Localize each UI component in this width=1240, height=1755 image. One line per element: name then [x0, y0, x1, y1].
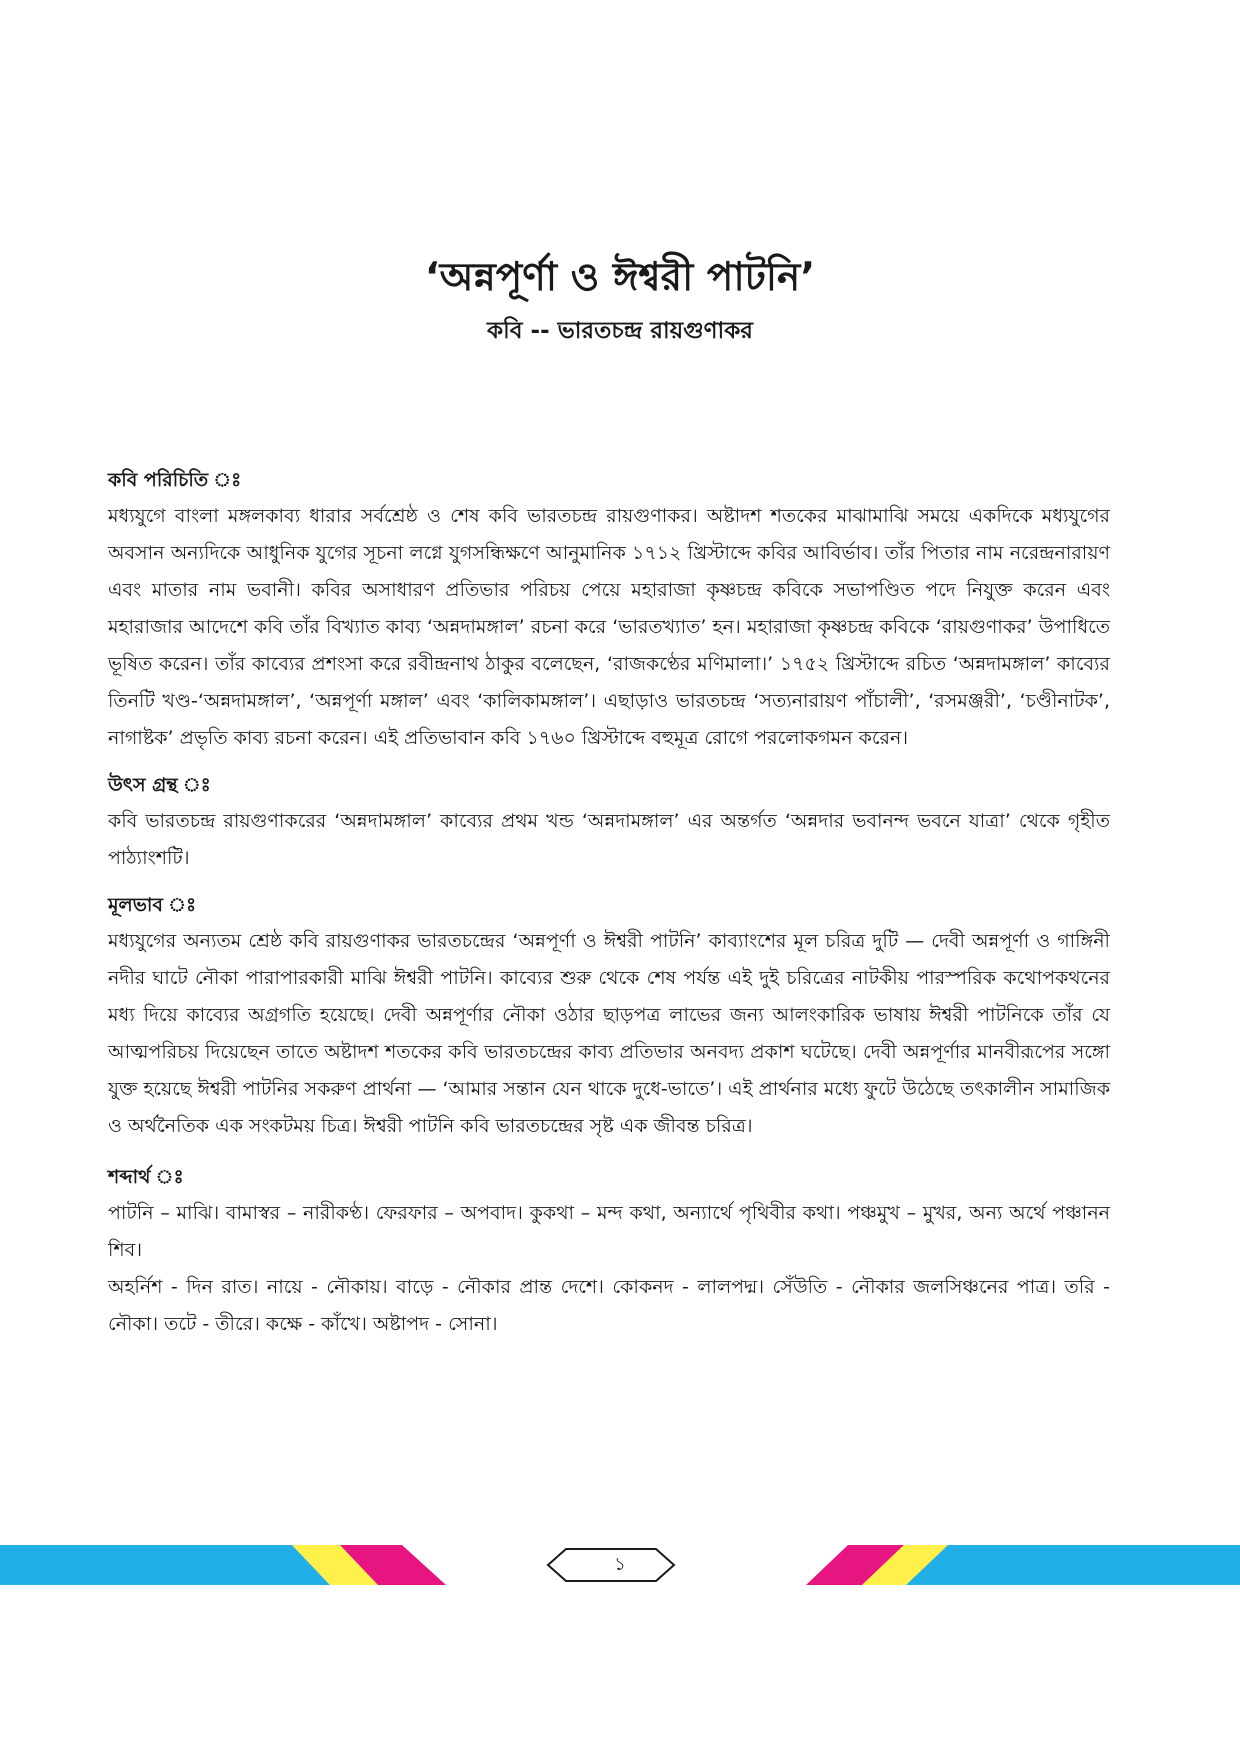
- glossary-line-2: অহর্নিশ - দিন রাত। নায়ে - নৌকায়। বাড়ে - নৌকার প্রান্ত দেশে। কোকনদ - লালপদ্ম। সেঁউতি - নৌকার জলসিঞ্চনের পাত্র। তরি - নৌকা। তটে - তীরে। কক্ষে - কাঁখে। অষ্টাপদ - সোনা।: [108, 1276, 1110, 1335]
- page-footer: [0, 1545, 1240, 1585]
- poet-intro-heading: কবি পরিচিতি ঃ: [108, 469, 242, 491]
- main-content: [108, 462, 1110, 1353]
- page-title: ‘অন্নপূর্ণা ও ঈশ্বরী পাটনি’: [424, 255, 816, 300]
- glossary-heading: শব্দার্থ ঃ: [108, 1166, 184, 1188]
- page-subtitle: কবি -- ভারতচন্দ্র রায়গুণাকর: [487, 318, 753, 344]
- glossary-line-1: পাটনি – মাঝি। বামাস্বর – নারীকণ্ঠ। ফেরফার – অপবাদ। কুকথা – মন্দ কথা, অন্যার্থে পৃথিবীর কথা। পঞ্চমুখ – মুখর, অন্য অর্থে পঞ্চানন শিব।: [108, 1202, 1110, 1261]
- source-heading: উৎস গ্রন্থ ঃ: [108, 774, 211, 796]
- theme-text: মধ্যযুগের অন্যতম শ্রেষ্ঠ কবি রায়গুণাকর ভারতচন্দ্রের ‘অন্নপূর্ণা ও ঈশ্বরী পাটনি’ কাব্যাংশের মূল চরিত্র দুটি — দেবী অন্নপূর্ণা ও গাঙ্গিনী নদীর ঘাটে নৌকা পারাপারকারী মাঝি ঈশ্বরী পাটনি। কাব্যের শুরু থেকে শেষ পর্যন্ত এই দুই চরিত্রের নাটকীয় পারস্পরিক কথোপকথনের মধ্য দিয়ে কাব্যের অগ্রগতি হয়েছে। দেবী অন্নপূর্ণার নৌকা ওঠার ছাড়পত্র লাভের জন্য আলংকারিক ভাষায় ঈশ্বরী পাটনিকে তাঁর যে আত্মপরিচয় দিয়েছেন তাতে অষ্টাদশ শতকের কবি ভারতচন্দ্রের কাব্য প্রতিভার অনবদ্য প্রকাশ ঘটেছে। দেবী অন্নপূর্ণার মানবীরূপের সঙ্গো যুক্ত হয়েছে ঈশ্বরী পাটনির সকরুণ প্রার্থনা — ‘আমার সন্তান যেন থাকে দুধে-ভাতে’। এই প্রার্থনার মধ্যে ফুটে উঠেছে তৎকালীন সামাজিক ও অর্থনৈতিক এক সংকটময় চিত্র। ঈশ্বরী পাটনি কবি ভারতচন্দ্রের সৃষ্ট এক জীবন্ত চরিত্র।: [108, 930, 1110, 1137]
- source-text: কবি ভারতচন্দ্র রায়গুণাকরের ‘অন্নদামঙ্গাল’ কাব্যের প্রথম খন্ড ‘অন্নদামঙ্গাল’ এর অন্তর্গত ‘অন্নদার ভবানন্দ ভবনে যাত্রা’ থেকে গৃহীত পাঠ্যাংশটি।: [108, 810, 1110, 869]
- theme-heading: মূলভাব ঃ: [108, 894, 197, 916]
- poet-intro-text: মধ্যযুগে বাংলা মঙ্গলকাব্য ধারার সর্বশ্রেষ্ঠ ও শেষ কবি ভারতচন্দ্র রায়গুণাকর। অষ্টাদশ শতকের মাঝামাঝি সময়ে একদিকে মধ্যযুগের অবসান অন্যদিকে আধুনিক যুগের সূচনা লগ্নে যুগসন্ধিক্ষণে আনুমানিক ১৭১২ খ্রিস্টাব্দে কবির আবির্ভাব। তাঁর পিতার নাম নরেন্দ্রনারায়ণ এবং মাতার নাম ভবানী। কবির অসাধারণ প্রতিভার পরিচয় পেয়ে মহারাজা কৃষ্ণচন্দ্র কবিকে সভাপণ্ডিত পদে নিযুক্ত করেন এবং মহারাজার আদেশে কবি তাঁর বিখ্যাত কাব্য ‘অন্নদামঙ্গাল’ রচনা করে ‘ভারতখ্যাত’ হন। মহারাজা কৃষ্ণচন্দ্র কবিকে ‘রায়গুণাকর’ উপাধিতে ভূষিত করেন। তাঁর কাব্যের প্রশংসা করে রবীন্দ্রনাথ ঠাকুর বলেছেন, ‘রাজকণ্ঠের মণিমালা।’ ১৭৫২ খ্রিস্টাব্দে রচিত ‘অন্নদামঙ্গাল’ কাব্যের তিনটি খণ্ড-‘অন্নদামঙ্গাল’, ‘অন্নপূর্ণা মঙ্গাল’ এবং ‘কালিকামঙ্গাল’। এছাড়াও ভারতচন্দ্র ‘সত্যনারায়ণ পাঁচালী’, ‘রসমঞ্জরী’, ‘চণ্ডীনাটক’, নাগাষ্টক’ প্রভৃতি কাব্য রচনা করেন। এই প্রতিভাবান কবি ১৭৬০ খ্রিস্টাব্দে বহুমূত্র রোগে পরলোকগমন করেন।: [108, 505, 1110, 749]
- page-number: ১: [614, 1554, 626, 1575]
